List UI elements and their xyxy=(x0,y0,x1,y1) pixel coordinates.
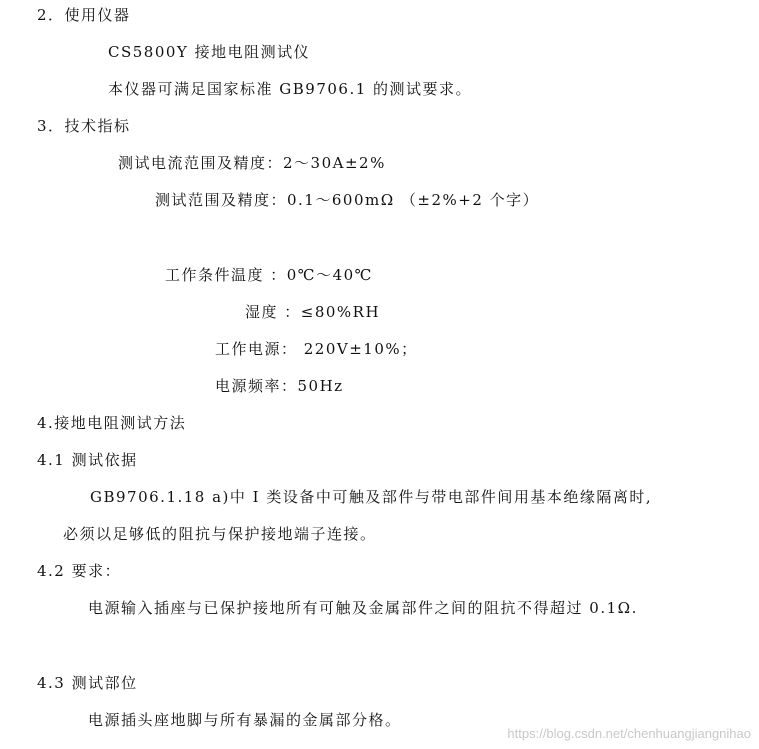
spec-operating-temp: 工作条件温度 ：0℃～40℃ xyxy=(165,266,373,284)
section-4-3-body: 电源插头座地脚与所有暴漏的金属部分格。 xyxy=(88,711,402,729)
section-4-3-heading: 4.3 测试部位 xyxy=(37,674,138,692)
section-4-2-heading: 4.2 要求： xyxy=(37,562,122,580)
section-4-1-heading: 4.1 测试依据 xyxy=(37,451,138,469)
spec-power-supply: 工作电源： 220V±10%； xyxy=(215,340,418,358)
spec-test-range: 测试范围及精度：0.1～600mΩ （±2%+2 个字） xyxy=(155,191,540,209)
section-4-1-body-line-2: 必须以足够低的阻抗与保护接地端子连接。 xyxy=(63,525,377,543)
section-2-heading: 2．使用仪器 xyxy=(37,6,131,24)
spec-power-frequency: 电源频率：50Hz xyxy=(215,377,344,395)
standard-compliance: 本仪器可满足国家标准 GB9706.1 的测试要求。 xyxy=(108,80,473,98)
section-4-1-body-line-1: GB9706.1.18 a)中 I 类设备中可触及部件与带电部件间用基本绝缘隔离时, xyxy=(90,488,653,506)
instrument-name: CS5800Y 接地电阻测试仪 xyxy=(108,43,311,61)
section-4-heading: 4.接地电阻测试方法 xyxy=(37,414,187,432)
section-4-2-body: 电源输入插座与已保护接地所有可触及金属部件之间的阻抗不得超过 0.1Ω. xyxy=(88,599,638,617)
section-3-heading: 3．技术指标 xyxy=(37,117,131,135)
spec-test-current: 测试电流范围及精度：2～30A±2% xyxy=(118,154,386,172)
source-watermark: https://blog.csdn.net/chenhuangjiangnihao xyxy=(507,726,751,741)
spec-humidity: 湿度 ：≤80%RH xyxy=(245,303,381,321)
